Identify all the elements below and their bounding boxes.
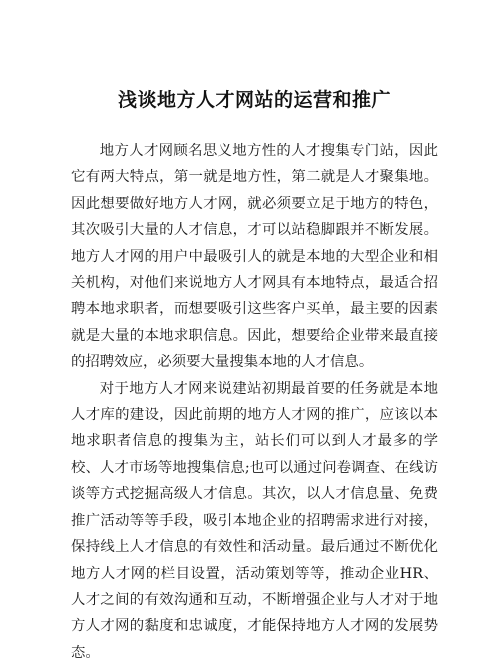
paragraph-2: 对于地方人才网来说建站初期最首要的任务就是本地人才库的建设，因此前期的地方人才网的推广，应该以本地求职者信息的搜集为主，站长们可以到人才最多的学校、人才市场等地搜集信息;也可以通过问卷调查、在线访谈等方式挖掘高级人才信息。其次，以人才信息量、免费推广活动等等手段，吸引本地企业的招聘需求进行对接，保持线上人才信息的有效性和活动量。最后通过不断优化地方人才网的栏目设置，活动策划等等，推动企业HR、人才之间的有效沟通和互动，不断增强企业与人才对于地方人才网的黏度和忠诚度，才能保持地方人才网的发展势态。 [71, 380, 438, 661]
document-title: 浅谈地方人才网站的运营和推广 [117, 89, 391, 111]
document-body [71, 138, 438, 666]
paragraph-1: 地方人才网顾名思义地方性的人才搜集专门站，因此它有两大特点，第一就是地方性，第二就是人才聚集地。因此想要做好地方人才网，就必须要立足于地方的特色，其次吸引大量的人才信息，才可以站稳脚跟并不断发展。地方人才网的用户中最吸引人的就是本地的大型企业和相关机构，对他们来说地方人才网具有本地特点，最适合招聘本地求职者，而想要吸引这些客户买单，最主要的因素就是大量的本地求职信息。因此，想要给企业带来最直接的招聘效应，必须要大量搜集本地的人才信息。 [71, 143, 438, 371]
